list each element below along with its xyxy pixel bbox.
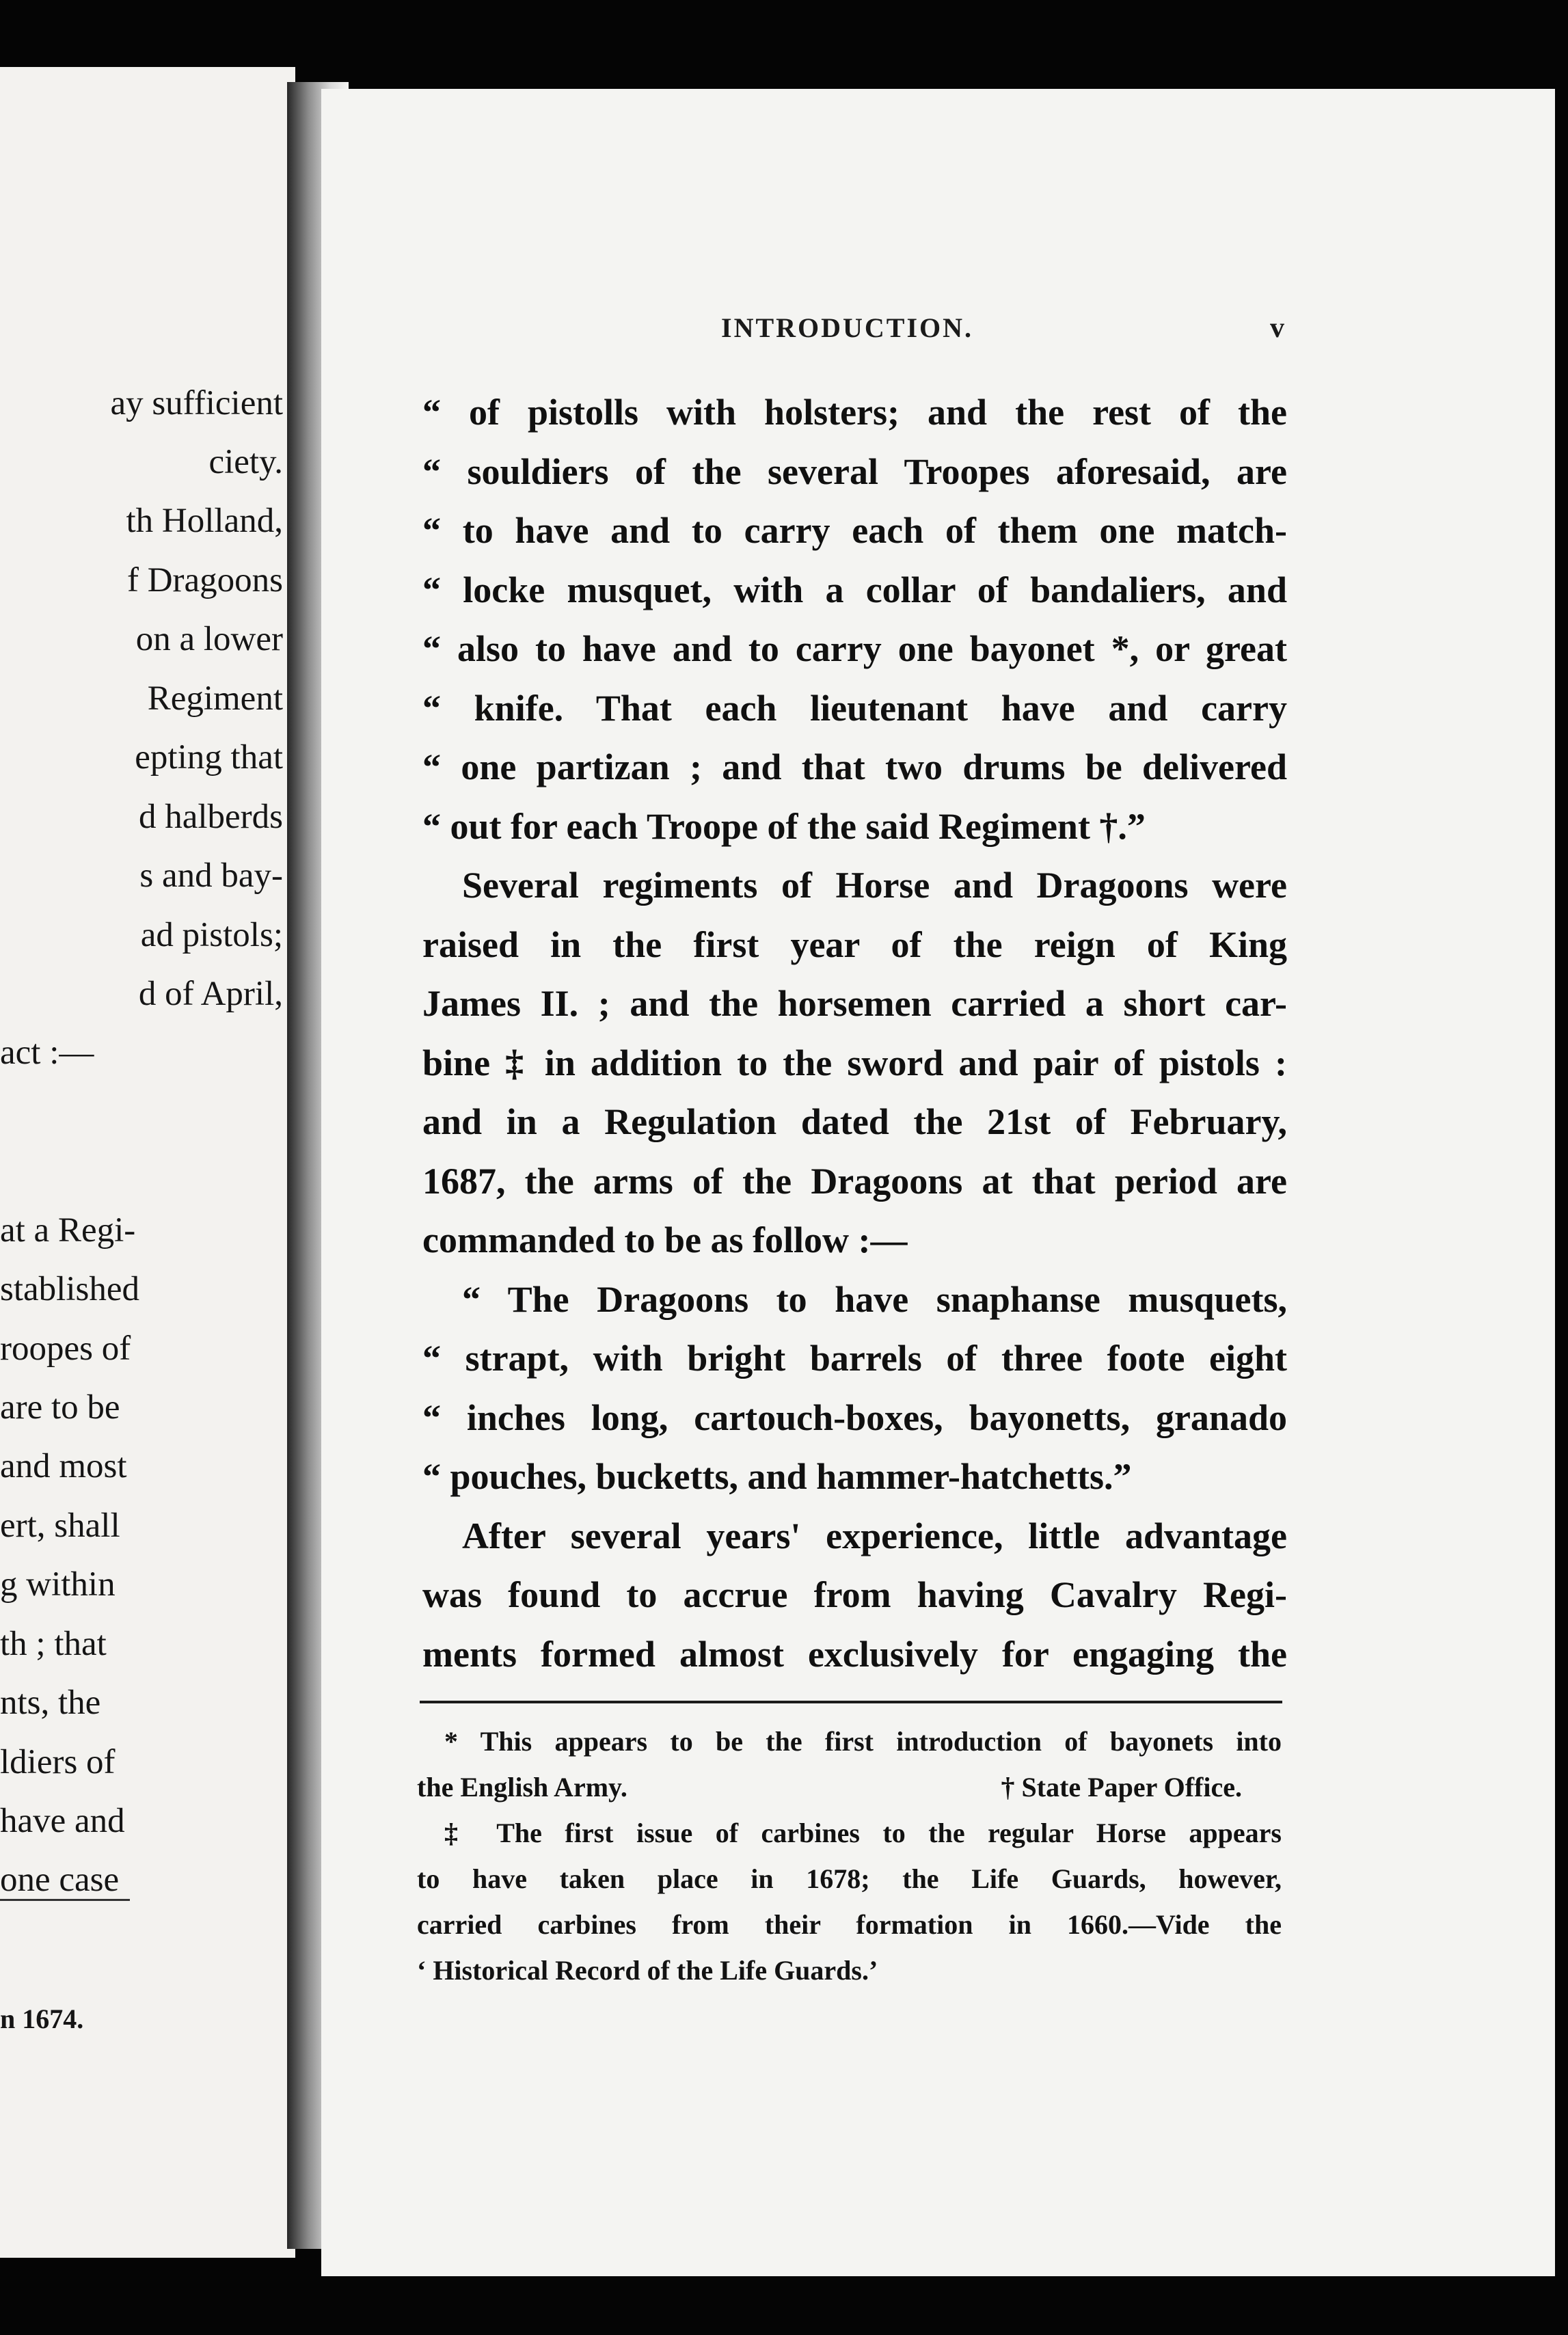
left-page-line: are to be <box>0 1388 120 1427</box>
left-page-line: ert, shall <box>0 1507 120 1545</box>
left-page-line: th ; that <box>0 1625 107 1663</box>
left-page-line: stablished <box>0 1270 139 1308</box>
body-line: James II. ; and the horsemen carried a short car- <box>422 983 1287 1024</box>
footnote-rule <box>420 1701 1282 1703</box>
running-head: INTRODUCTION. <box>721 312 974 343</box>
footnote-line: ‘ Historical Record of the Life Guards.’ <box>417 1955 878 1986</box>
left-page-line: roopes of <box>0 1330 131 1368</box>
left-page-line: act :— <box>0 1034 94 1072</box>
body-text <box>422 383 1287 1684</box>
body-line: 1687, the arms of the Dragoons at that period are <box>422 1160 1287 1202</box>
left-page-line: ldiers of <box>0 1743 116 1781</box>
body-line: raised in the first year of the reign of King <box>422 923 1287 965</box>
body-line: Several regiments of Horse and Dragoons were <box>462 865 1287 906</box>
footnote-text: the English Army. <box>417 1772 627 1803</box>
body-line: “ locke musquet, with a collar of bandaliers, and <box>422 569 1287 610</box>
left-page-line: and most <box>0 1447 127 1485</box>
left-page-line: f Dragoons <box>126 561 283 599</box>
footnote-line <box>417 1764 1282 1810</box>
page-number: v <box>1270 312 1284 344</box>
body-line: “ strapt, with bright barrels of three foote eight <box>422 1338 1287 1379</box>
body-line: was found to accrue from having Cavalry Regi- <box>422 1574 1287 1615</box>
footnote-text: † State Paper Office. <box>1001 1772 1242 1803</box>
left-page-line: one case <box>0 1861 120 1899</box>
left-page-line: ad pistols; <box>140 916 283 954</box>
left-page-line: ciety. <box>208 443 283 481</box>
body-line: “ knife. That each lieutenant have and carry <box>422 687 1287 729</box>
left-page-line: at a Regi- <box>0 1211 136 1250</box>
body-line: “ of pistolls with holsters; and the rest of the <box>422 392 1287 433</box>
footnote-line: ‡ The first issue of carbines to the regular Horse appears <box>444 1818 1282 1848</box>
left-page-line: d of April, <box>138 975 283 1013</box>
footnote-line: carried carbines from their formation in 1660.—Vide the <box>417 1909 1282 1940</box>
left-page-line: d halberds <box>138 798 283 836</box>
left-footnote-fragment: n 1674. <box>0 2003 84 2034</box>
body-line: and in a Regulation dated the 21st of February, <box>422 1101 1287 1142</box>
body-line: “ souldiers of the several Troopes aforesaid, are <box>422 450 1287 492</box>
body-line: After several years' experience, little advantage <box>462 1515 1287 1556</box>
left-page-line: Regiment <box>147 679 283 718</box>
left-page-line: ay sufficient <box>110 384 283 422</box>
left-page-line: th Holland, <box>126 502 283 540</box>
left-page-line: have and <box>0 1802 125 1840</box>
left-page-line: epting that <box>135 738 283 777</box>
body-line: “ The Dragoons to have snaphanse musquets, <box>462 1278 1287 1320</box>
left-footnote-rule <box>0 1899 130 1901</box>
left-page-line: nts, the <box>0 1684 101 1722</box>
body-line: ments formed almost exclusively for engaging the <box>422 1633 1287 1675</box>
body-line: “ out for each Troope of the said Regiment †.” <box>422 805 1146 847</box>
body-line: “ one partizan ; and that two drums be delivered <box>422 746 1287 787</box>
left-page <box>0 67 295 2258</box>
left-page-line: on a lower <box>135 620 283 658</box>
footnote-line: * This appears to be the first introduction of bayonets into <box>444 1726 1282 1757</box>
body-line: bine ‡ in addition to the sword and pair of pistols : <box>422 1042 1287 1083</box>
footnote-line: to have taken place in 1678; the Life Guards, however, <box>417 1863 1282 1894</box>
body-line: “ pouches, bucketts, and hammer-hatchetts.” <box>422 1456 1132 1497</box>
body-line: commanded to be as follow :— <box>422 1219 908 1260</box>
footnotes <box>417 1718 1282 1993</box>
left-page-line: g within <box>0 1565 116 1604</box>
left-page-line: s and bay- <box>139 856 283 895</box>
body-line: “ to have and to carry each of them one match- <box>422 510 1287 551</box>
body-line: “ also to have and to carry one bayonet *, or great <box>422 628 1287 669</box>
body-line: “ inches long, cartouch-boxes, bayonetts, granado <box>422 1396 1287 1438</box>
